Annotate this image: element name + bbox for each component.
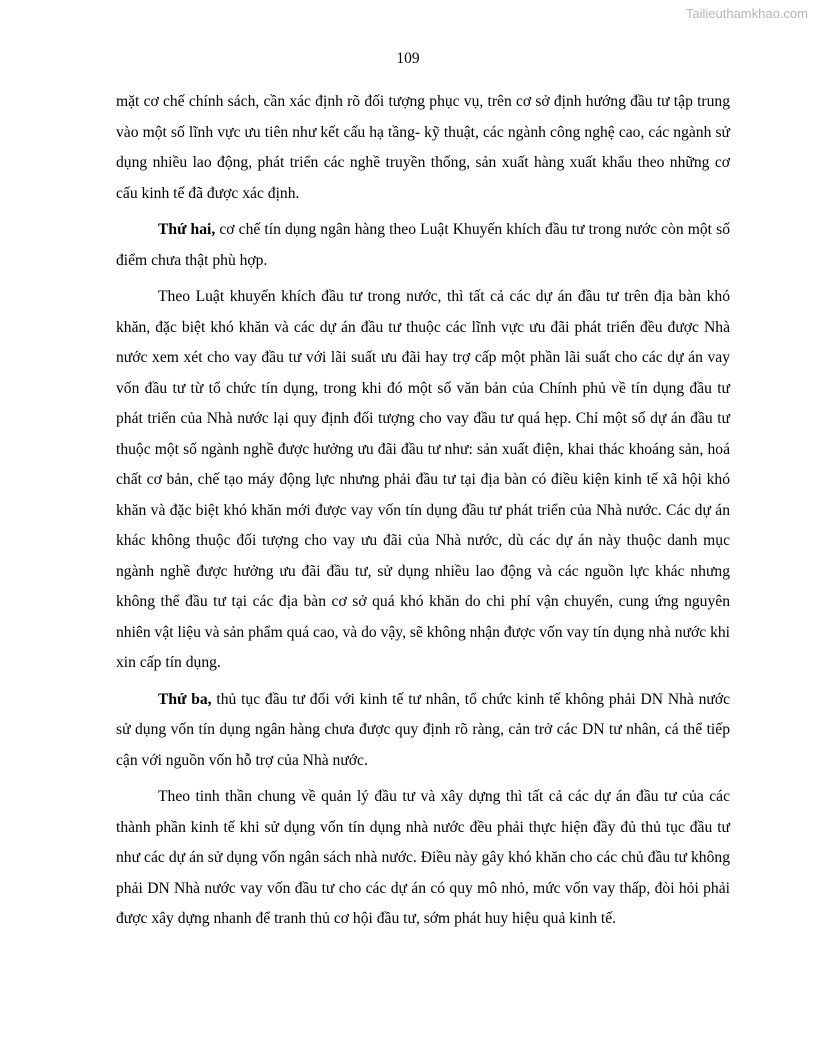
paragraph-2 [116, 215, 730, 276]
paragraph-5 [116, 782, 730, 935]
paragraph-3 [116, 282, 730, 679]
paragraph-3-text: Theo Luật khuyến khích đầu tư trong nước, thì tất cả các dự án đầu tư trên địa bàn khó khăn, đặc biệt khó khăn và các dự án đầu tư thuộc các lĩnh vực ưu đãi phát triển đều được Nhà nước xem xét cho vay đầu tư với lãi suất ưu đãi hay trợ cấp một phần lãi suất cho các dự án vay vốn đầu tư từ tổ chức tín dụng, trong khi đó một số văn bản của Chính phủ về tín dụng đầu tư phát triển của Nhà nước lại quy định đối tượng cho vay đầu tư quá hẹp. Chỉ một số dự án đầu tư thuộc một số ngành nghề được hưởng ưu đãi đầu tư như: sản xuất điện, khai thác khoáng sản, hoá chất cơ bản, chế tạo máy động lực nhưng phải đầu tư tại địa bàn có điều kiện kinh tế xã hội khó khăn và đặc biệt khó khăn mới được vay vốn tín dụng đầu tư phát triển của Nhà nước. Các dự án khác không thuộc đối tượng cho vay ưu đãi của Nhà nước, dù các dự án này thuộc danh mục ngành nghề được hưởng ưu đãi đầu tư, sử dụng nhiều lao động và các nguồn lực khác nhưng không thể đầu tư tại các địa bàn cơ sở quá khó khăn do chi phí vận chuyển, cung ứng nguyên nhiên vật liệu và sản phẩm quá cao, và do vậy, sẽ không nhận được vốn vay tín dụng nhà nước khi xin cấp tín dụng. [116, 288, 730, 671]
paragraph-1-text: mặt cơ chế chính sách, cần xác định rõ đối tượng phục vụ, trên cơ sở định hướng đầu tư tập trung vào một số lĩnh vực ưu tiên như kết cấu hạ tầng- kỹ thuật, các ngành công nghệ cao, các ngành sử dụng nhiều lao động, phát triển các nghề truyền thống, sản xuất hàng xuất khẩu theo những cơ cấu kinh tế đã được xác định. [116, 93, 730, 202]
watermark: Tailieuthamkhao.com [685, 6, 808, 21]
page-number: 109 [396, 50, 420, 67]
paragraph-2-text: cơ chế tín dụng ngân hàng theo Luật Khuyến khích đầu tư trong nước còn một số điểm chưa thật phù hợp. [116, 221, 730, 269]
paragraph-5-text: Theo tinh thần chung về quản lý đầu tư và xây dựng thì tất cả các dự án đầu tư của các thành phần kinh tế khi sử dụng vốn tín dụng nhà nước đều phải thực hiện đầy đủ thủ tục đầu tư như các dự án sử dụng vốn ngân sách nhà nước. Điều này gây khó khăn cho các chủ đầu tư không phải DN Nhà nước vay vốn đầu tư cho các dự án có quy mô nhỏ, mức vốn vay thấp, đòi hỏi phải được xây dựng nhanh để tranh thủ cơ hội đầu tư, sớm phát huy hiệu quả kinh tế. [116, 788, 730, 927]
paragraph-1 [116, 87, 730, 209]
document-body [116, 87, 730, 941]
paragraph-4-text: thủ tục đầu tư đối với kinh tế tư nhân, tổ chức kinh tế không phải DN Nhà nước sử dụng vốn tín dụng ngân hàng chưa được quy định rõ ràng, cản trở các DN tư nhân, cá thể tiếp cận với nguồn vốn hỗ trợ của Nhà nước. [116, 690, 730, 769]
paragraph-4-lead: Thứ ba, [158, 690, 212, 708]
paragraph-2-lead: Thứ hai, [158, 221, 216, 238]
paragraph-4 [116, 685, 730, 777]
